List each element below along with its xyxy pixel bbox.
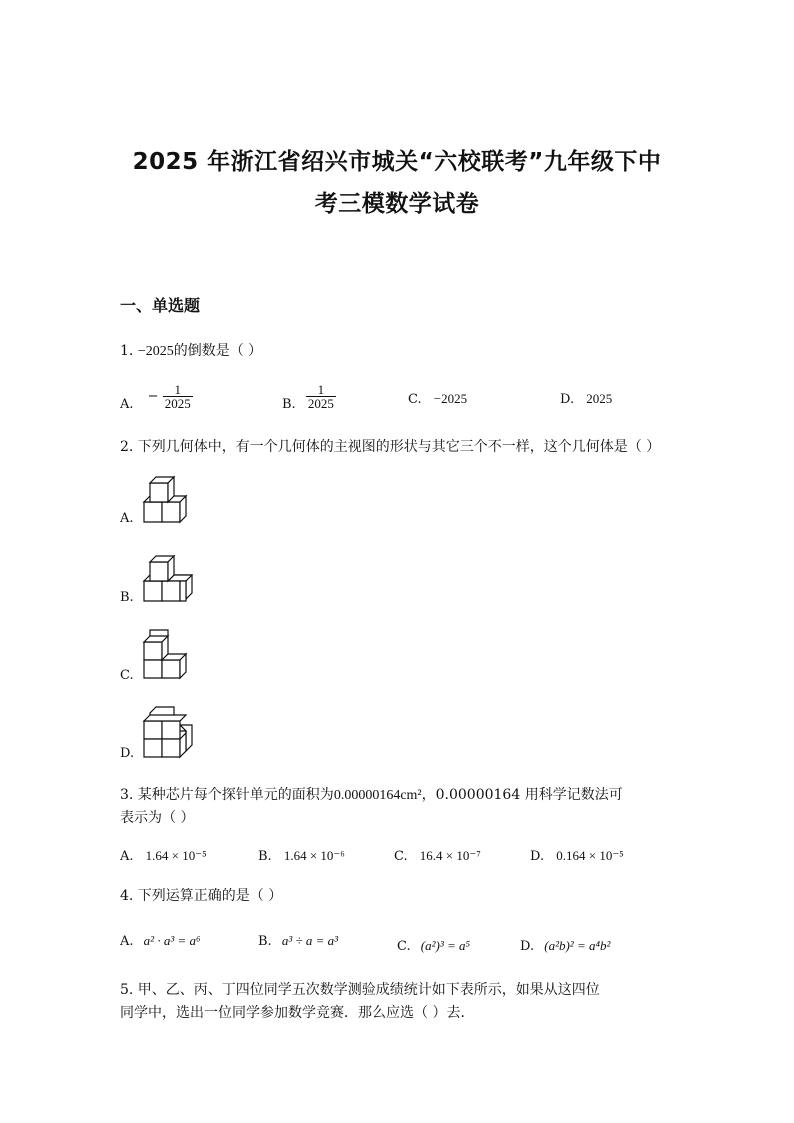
option-c-value: 16.4 × 10⁻⁷ — [419, 848, 481, 863]
question-1-math: −2025 — [137, 344, 174, 359]
option-label: D. — [530, 849, 545, 864]
question-1-suffix: 的倒数是（ ） — [173, 343, 263, 359]
question-3-option-b — [258, 848, 345, 864]
question-1-stem — [120, 339, 262, 364]
option-c-value: (a²)³ = a⁵ — [420, 938, 471, 953]
fraction-denominator: 2025 — [307, 396, 334, 411]
option-d-value: (a²b)² = a⁴b² — [544, 938, 611, 953]
question-4-stem: 4. 下列运算正确的是（ ） — [120, 888, 283, 904]
fraction-numerator: 1 — [174, 382, 181, 397]
option-label: B. — [258, 934, 272, 949]
question-4-option-a — [120, 933, 201, 949]
option-a-sign: − — [147, 389, 159, 404]
exam-title-line2: 考三模数学试卷 — [314, 191, 480, 217]
cube-stack-figure-a — [140, 474, 192, 526]
fraction-denominator: 2025 — [164, 396, 191, 411]
option-a-fraction — [163, 383, 193, 410]
option-label: A. — [120, 934, 134, 949]
cube-stack-figure-c — [140, 628, 192, 684]
question-3-option-c — [394, 848, 481, 864]
option-label: D. — [560, 392, 575, 407]
question-2-option-d-figure — [140, 705, 198, 763]
option-c-value: −2025 — [433, 391, 468, 406]
option-d-value: 2025 — [586, 391, 613, 406]
question-3-stem-line2: 表示为（ ） — [120, 810, 195, 826]
option-label: A. — [120, 849, 134, 864]
question-1-prefix: 1. — [120, 343, 138, 359]
question-1-option-d — [560, 391, 612, 407]
question-2-stem: 2. 下列几何体中，有一个几何体的主视图的形状与其它三个不一样，这个几何体是（ ） — [120, 439, 661, 455]
question-1-option-b — [282, 383, 336, 412]
question-5-stem-line2: 同学中，选出一位同学参加数学竞赛．那么应选（ ）去． — [120, 1005, 475, 1021]
option-a-value: a² · a³ = a⁶ — [143, 933, 201, 948]
question-3-prefix: 3. 某种芯片每个探针单元的面积为 — [120, 787, 334, 803]
option-label: B. — [282, 397, 296, 412]
question-3-suffix: ，0.00000164 用科学记数法可 — [421, 787, 623, 803]
option-b-value: 1.64 × 10⁻⁶ — [283, 848, 345, 863]
question-5-stem-line1: 5. 甲、乙、丙、丁四位同学五次数学测验成绩统计如下表所示，如果从这四位 — [120, 982, 600, 998]
question-2-option-c-label: C. — [120, 668, 134, 683]
question-2-option-b-label: B. — [120, 590, 134, 605]
option-label: C. — [408, 392, 422, 407]
exam-title-line1: 2025 年浙江省绍兴市城关“六校联考”九年级下中 — [132, 149, 662, 175]
question-4-option-b — [258, 933, 338, 949]
question-2-option-b-figure — [140, 553, 196, 607]
cube-stack-figure-b — [140, 553, 196, 607]
question-1-option-a — [120, 383, 193, 412]
question-3-math: 0.00000164cm² — [333, 788, 422, 803]
question-2-option-c-figure — [140, 628, 192, 684]
section-heading-single-choice: 一、单选题 — [120, 296, 201, 315]
question-3-option-a — [120, 848, 207, 864]
option-b-value: a³ ÷ a = a³ — [281, 933, 339, 948]
option-a-value: 1.64 × 10⁻⁵ — [145, 848, 207, 863]
fraction-numerator: 1 — [317, 382, 325, 397]
question-4-option-c — [397, 933, 470, 954]
question-3-option-d — [530, 848, 624, 864]
option-b-fraction — [306, 383, 336, 410]
option-label: D. — [520, 939, 535, 954]
question-3-stem — [120, 783, 623, 808]
question-4-option-d — [520, 933, 610, 954]
question-2-option-d-label: D. — [120, 746, 135, 761]
question-1-option-c — [408, 391, 467, 407]
option-label: C. — [397, 939, 411, 954]
cube-stack-figure-d — [140, 705, 198, 763]
option-d-value: 0.164 × 10⁻⁵ — [556, 848, 624, 863]
option-label: B. — [258, 849, 272, 864]
question-2-option-a-label: A. — [120, 511, 134, 526]
option-label: C. — [394, 849, 408, 864]
option-label: A. — [120, 397, 134, 412]
question-2-option-a-figure — [140, 474, 192, 526]
